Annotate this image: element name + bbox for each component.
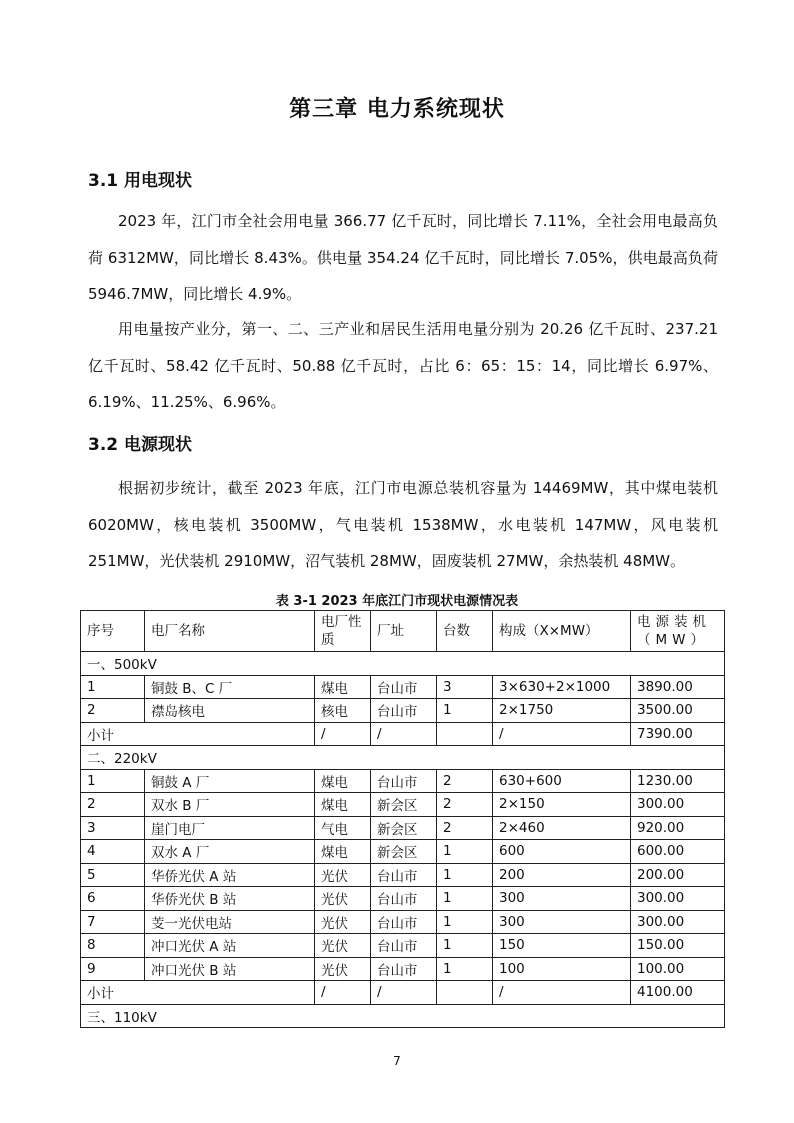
cell-index: 3 (81, 816, 145, 840)
header-units: 台数 (437, 611, 493, 652)
subtotal-type: / (315, 981, 371, 1005)
table-row (81, 816, 725, 840)
cell-plant-name: 冲口光伏 B 站 (145, 957, 315, 981)
cell-site: 台山市 (371, 934, 437, 958)
subtotal-site: / (371, 722, 437, 746)
header-composition: 构成（X×MW） (493, 611, 631, 652)
cell-plant-name: 冲口光伏 A 站 (145, 934, 315, 958)
cell-plant-type: 煤电 (315, 793, 371, 817)
section-title-3-2: 3.2 电源现状 (88, 435, 193, 455)
cell-plant-name: 华侨光伏 A 站 (145, 863, 315, 887)
cell-composition: 2×1750 (493, 699, 631, 723)
cell-index: 1 (81, 675, 145, 699)
cell-site: 台山市 (371, 910, 437, 934)
cell-capacity: 300.00 (631, 910, 725, 934)
section-title-3-1: 3.1 用电现状 (88, 171, 193, 191)
cell-plant-name: 铜鼓 B、C 厂 (145, 675, 315, 699)
cell-plant-type: 煤电 (315, 840, 371, 864)
header-plant-name: 电厂名称 (145, 611, 315, 652)
cell-index: 6 (81, 887, 145, 911)
cell-index: 5 (81, 863, 145, 887)
cell-composition: 150 (493, 934, 631, 958)
chapter-title: 第三章 电力系统现状 (289, 97, 505, 122)
header-plant-type: 电厂性质 (315, 611, 371, 652)
cell-plant-name: 襟岛核电 (145, 699, 315, 723)
cell-units: 1 (437, 934, 493, 958)
table-caption: 表 3-1 2023 年底江门市现状电源情况表 (275, 594, 519, 609)
group-label: 一、500kV (81, 652, 725, 676)
cell-plant-type: 光伏 (315, 957, 371, 981)
cell-composition: 100 (493, 957, 631, 981)
cell-index: 7 (81, 910, 145, 934)
cell-units: 1 (437, 957, 493, 981)
subtotal-capacity: 4100.00 (631, 981, 725, 1005)
subtotal-composition: / (493, 981, 631, 1005)
cell-units: 2 (437, 769, 493, 793)
subtotal-row (81, 722, 725, 746)
cell-plant-name: 铜鼓 A 厂 (145, 769, 315, 793)
subtotal-composition: / (493, 722, 631, 746)
table-row (81, 840, 725, 864)
table-row (81, 769, 725, 793)
cell-units: 1 (437, 699, 493, 723)
cell-site: 台山市 (371, 675, 437, 699)
cell-plant-name: 华侨光伏 B 站 (145, 887, 315, 911)
table-header-row (81, 611, 725, 652)
cell-index: 2 (81, 793, 145, 817)
table-row (81, 957, 725, 981)
cell-index: 2 (81, 699, 145, 723)
subtotal-type: / (315, 722, 371, 746)
cell-composition: 2×150 (493, 793, 631, 817)
cell-capacity: 600.00 (631, 840, 725, 864)
cell-plant-type: 光伏 (315, 863, 371, 887)
cell-plant-type: 光伏 (315, 910, 371, 934)
cell-units: 2 (437, 816, 493, 840)
group-label: 三、110kV (81, 1004, 725, 1028)
cell-composition: 300 (493, 887, 631, 911)
cell-plant-name: 双水 B 厂 (145, 793, 315, 817)
paragraph: 用电量按产业分，第一、二、三产业和居民生活用电量分别为 20.26 亿千瓦时、237.21 亿千瓦时、58.42 亿千瓦时、50.88 亿千瓦时，占比 6：65：15：14，同比增长 6.97%、6.19%、11.25%、6.96%。 (88, 320, 718, 411)
table-group-row (81, 652, 725, 676)
cell-plant-name: 双水 A 厂 (145, 840, 315, 864)
cell-index: 9 (81, 957, 145, 981)
cell-site: 台山市 (371, 957, 437, 981)
cell-capacity: 100.00 (631, 957, 725, 981)
cell-index: 4 (81, 840, 145, 864)
cell-plant-type: 煤电 (315, 675, 371, 699)
cell-plant-name: 芰一光伏电站 (145, 910, 315, 934)
cell-site: 台山市 (371, 769, 437, 793)
cell-site: 台山市 (371, 887, 437, 911)
cell-units: 2 (437, 793, 493, 817)
table-group-row (81, 1004, 725, 1028)
cell-site: 新会区 (371, 840, 437, 864)
cell-capacity: 1230.00 (631, 769, 725, 793)
power-source-table (80, 610, 725, 1028)
header-site: 厂址 (371, 611, 437, 652)
table-row (81, 675, 725, 699)
table-row (81, 910, 725, 934)
cell-composition: 300 (493, 910, 631, 934)
subtotal-label: 小计 (81, 981, 315, 1005)
cell-plant-type: 光伏 (315, 887, 371, 911)
table-body (81, 652, 725, 1028)
cell-capacity: 150.00 (631, 934, 725, 958)
subtotal-row (81, 981, 725, 1005)
cell-plant-type: 气电 (315, 816, 371, 840)
subtotal-units (437, 981, 493, 1005)
cell-units: 1 (437, 863, 493, 887)
cell-capacity: 300.00 (631, 887, 725, 911)
subtotal-capacity: 7390.00 (631, 722, 725, 746)
cell-units: 1 (437, 887, 493, 911)
cell-plant-type: 光伏 (315, 934, 371, 958)
cell-site: 新会区 (371, 816, 437, 840)
cell-composition: 2×460 (493, 816, 631, 840)
cell-plant-type: 煤电 (315, 769, 371, 793)
paragraph: 2023 年，江门市全社会用电量 366.77 亿千瓦时，同比增长 7.11%，全社会用电最高负荷 6312MW，同比增长 8.43%。供电量 354.24 亿千瓦时，同比增长 7.05%，供电最高负荷 5946.7MW，同比增长 4.9%。 (88, 212, 718, 303)
group-label: 二、220kV (81, 746, 725, 770)
cell-capacity: 300.00 (631, 793, 725, 817)
cell-plant-name: 崖门电厂 (145, 816, 315, 840)
cell-units: 1 (437, 910, 493, 934)
table-group-row (81, 746, 725, 770)
table-row (81, 793, 725, 817)
cell-plant-type: 核电 (315, 699, 371, 723)
table-row (81, 863, 725, 887)
cell-capacity: 920.00 (631, 816, 725, 840)
subtotal-site: / (371, 981, 437, 1005)
table-row (81, 699, 725, 723)
cell-site: 新会区 (371, 793, 437, 817)
page-number: 7 (393, 1054, 401, 1068)
cell-index: 1 (81, 769, 145, 793)
paragraph: 根据初步统计，截至 2023 年底，江门市电源总装机容量为 14469MW，其中煤电装机 6020MW，核电装机 3500MW，气电装机 1538MW，水电装机 147MW，风电装机 251MW，光伏装机 2910MW，沼气装机 28MW，固废装机 27MW，余热装机 48MW。 (88, 479, 718, 570)
cell-capacity: 3890.00 (631, 675, 725, 699)
cell-capacity: 200.00 (631, 863, 725, 887)
cell-index: 8 (81, 934, 145, 958)
table-row (81, 934, 725, 958)
cell-composition: 630+600 (493, 769, 631, 793)
cell-site: 台山市 (371, 699, 437, 723)
header-capacity: 电源装机（MW） (631, 611, 725, 652)
cell-site: 台山市 (371, 863, 437, 887)
cell-composition: 200 (493, 863, 631, 887)
cell-units: 1 (437, 840, 493, 864)
subtotal-units (437, 722, 493, 746)
cell-composition: 600 (493, 840, 631, 864)
cell-capacity: 3500.00 (631, 699, 725, 723)
subtotal-label: 小计 (81, 722, 315, 746)
cell-units: 3 (437, 675, 493, 699)
header-index: 序号 (81, 611, 145, 652)
table-row (81, 887, 725, 911)
cell-composition: 3×630+2×1000 (493, 675, 631, 699)
